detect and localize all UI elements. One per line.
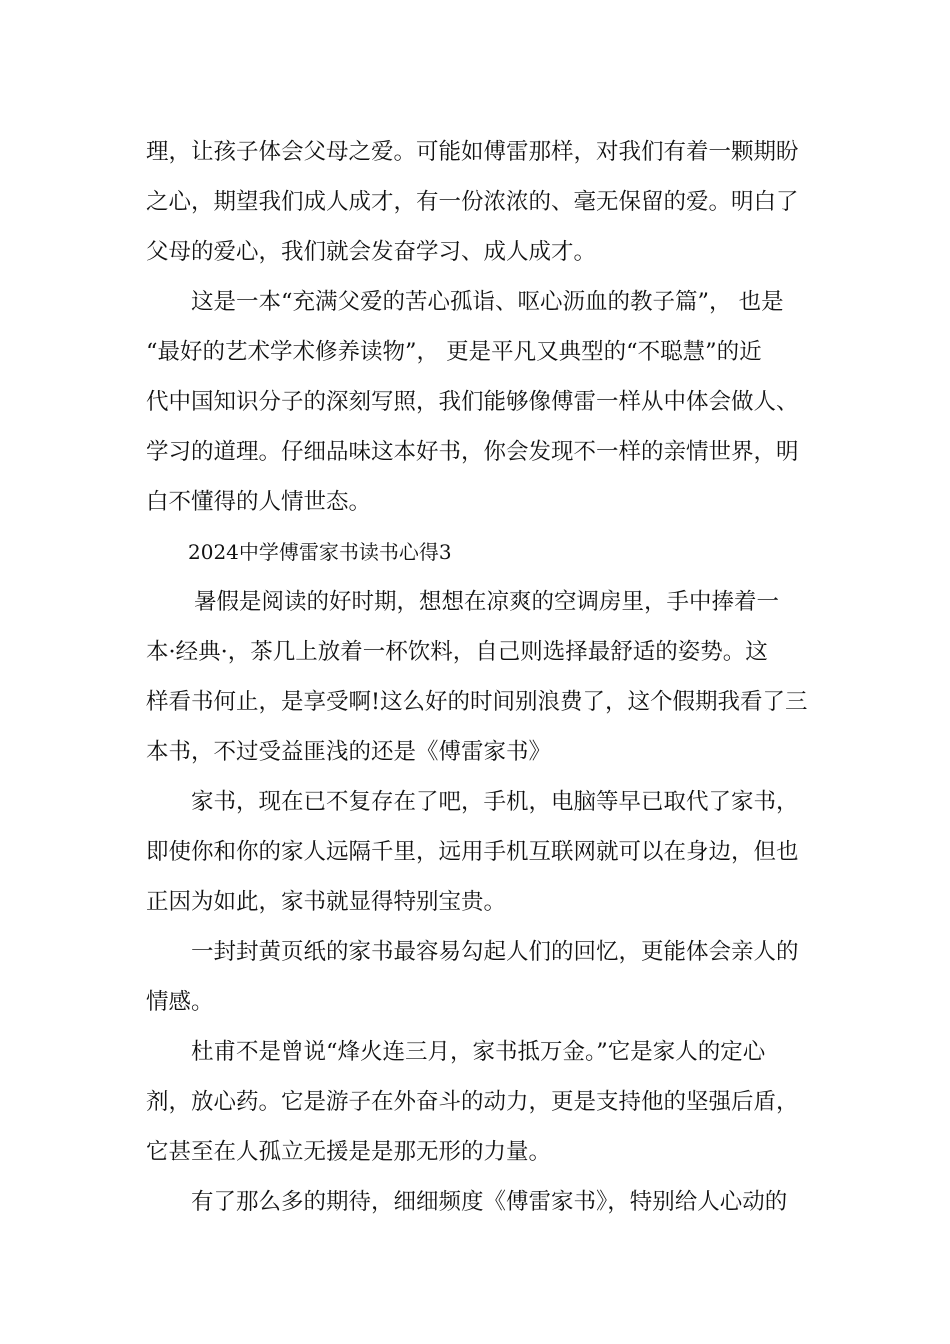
text-line: 父母的爱心，我们就会发奋学习、成人成才。 bbox=[146, 239, 597, 265]
text-line: 即使你和你的家人远隔千里，远用手机互联网就可以在身边，但也 bbox=[146, 839, 799, 865]
text-line: 剂，放心药。它是游子在外奋斗的动力，更是支持他的坚强后盾， bbox=[146, 1089, 799, 1115]
text-line: 情感。 bbox=[146, 989, 214, 1015]
text-line: 本书，不过受益匪浅的还是《傅雷家书》 bbox=[146, 739, 552, 765]
paragraph-start-line: 杜甫不是曾说“烽火连三月，家书抵万金。”它是家人的定心 bbox=[191, 1039, 766, 1065]
text-line: 它甚至在人孤立无援是是那无形的力量。 bbox=[146, 1139, 552, 1165]
section-heading: 2024中学傅雷家书读书心得3 bbox=[188, 540, 452, 564]
text-line: 理，让孩子体会父母之爱。可能如傅雷那样，对我们有着一颗期盼 bbox=[146, 139, 799, 165]
text-line: 白不懂得的人情世态。 bbox=[146, 489, 372, 515]
paragraph-start-line: 这是一本“充满父爱的苦心孤诣、呕心沥血的教子篇”， 也是 bbox=[191, 289, 784, 315]
paragraph-start-line: 家书，现在已不复存在了吧，手机，电脑等早已取代了家书， bbox=[191, 789, 799, 815]
text-line: 样看书何止，是享受啊!这么好的时间别浪费了，这个假期我看了三 bbox=[146, 689, 808, 715]
paragraph-start-line: 有了那么多的期待，细细频度《傅雷家书》，特别给人心动的 bbox=[191, 1189, 788, 1215]
paragraph-start-line: 一封封黄页纸的家书最容易勾起人们的回忆，更能体会亲人的 bbox=[191, 939, 799, 965]
text-line: 正因为如此，家书就显得特别宝贵。 bbox=[146, 889, 507, 915]
body-text bbox=[146, 127, 814, 1227]
text-line: 学习的道理。仔细品味这本好书，你会发现不一样的亲情世界，明 bbox=[146, 439, 799, 465]
text-line: 代中国知识分子的深刻写照，我们能够像傅雷一样从中体会做人、 bbox=[146, 389, 799, 415]
text-line: 之心，期望我们成人成才，有一份浓浓的、毫无保留的爱。明白了 bbox=[146, 189, 799, 215]
paragraph-start-line: 暑假是阅读的好时期，想想在凉爽的空调房里，手中捧着一 bbox=[194, 589, 780, 615]
text-line: 本·经典·，茶几上放着一杯饮料，自己则选择最舒适的姿势。这 bbox=[146, 639, 768, 665]
text-line: “最好的艺术学术修养读物”， 更是平凡又典型的“不聪慧”的近 bbox=[146, 339, 762, 365]
